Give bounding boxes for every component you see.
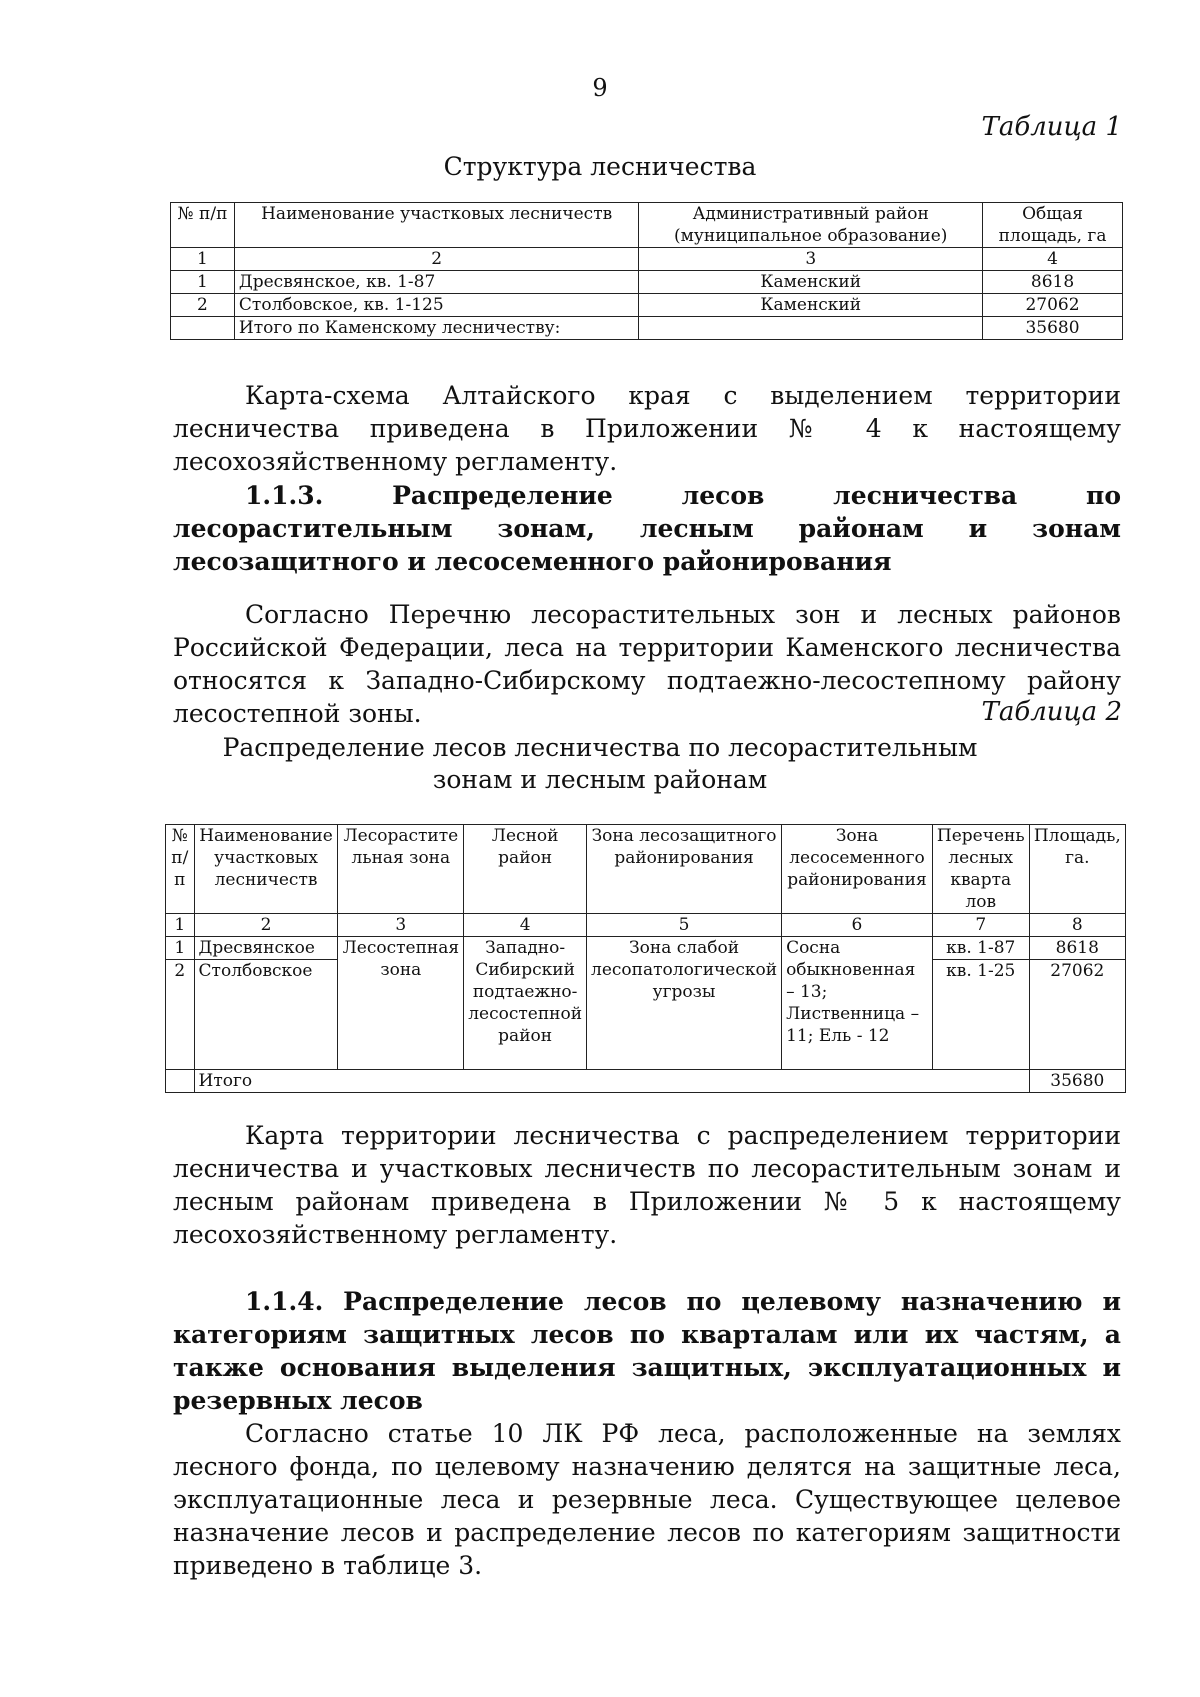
- table2-header-cell: Лесной район: [464, 825, 587, 914]
- table-cell: Дресвянское: [194, 937, 338, 960]
- table-cell: Столбовское, кв. 1-125: [234, 294, 638, 317]
- table2-col-number: 4: [464, 914, 587, 937]
- table2-header-row: [166, 825, 1126, 914]
- table2-col-number: 1: [166, 914, 195, 937]
- table1-caption: Таблица 1: [981, 112, 1122, 142]
- table2-header-cell: Зона лесосеменного районирования: [782, 825, 933, 914]
- table-cell: 27062: [983, 294, 1123, 317]
- table1-number-row: [171, 248, 1123, 271]
- table2-col-number: 8: [1029, 914, 1125, 937]
- table-cell: [171, 317, 235, 340]
- table2-title-line1: Распределение лесов лесничества по лесорастительным: [222, 733, 978, 762]
- table-cell: 2: [166, 960, 195, 1070]
- table-cell: 2: [171, 294, 235, 317]
- table-cell: Каменский: [639, 294, 983, 317]
- table-cell: 27062: [1029, 960, 1125, 1070]
- table2-title-line2: зонам и лесным районам: [432, 765, 768, 794]
- table1-title: Структура лесничества: [443, 152, 757, 181]
- table1-header-cell: Наименование участковых лесничеств: [234, 203, 638, 248]
- table-cell: 8618: [1029, 937, 1125, 960]
- table1-col-number: 2: [234, 248, 638, 271]
- table-cell: 1: [166, 937, 195, 960]
- table2-seed-zone-cell: Сосна обыкновенная – 13; Лиственница – 11; Ель - 12: [782, 937, 933, 1070]
- table-cell: 1: [171, 271, 235, 294]
- paragraph-1: Карта-схема Алтайского края с выделением территории лесничества приведена в Приложении № 4 к настоящему лесохозяйственному регламенту.: [173, 381, 1121, 476]
- table2-header-cell: Перечень лесных кварта лов: [932, 825, 1029, 914]
- table-row: [166, 937, 1126, 960]
- table1-header-cell: Административный район (муниципальное образование): [639, 203, 983, 248]
- table-cell: кв. 1-25: [932, 960, 1029, 1070]
- table1-total-value: 35680: [983, 317, 1123, 340]
- table1-header-cell: № п/п: [171, 203, 235, 248]
- table2-col-number: 7: [932, 914, 1029, 937]
- table2-header-cell: Наименование участковых лесничеств: [194, 825, 338, 914]
- table2-district-cell: Западно-Сибирский подтаежно-лесостепной район: [464, 937, 587, 1070]
- table2-col-number: 3: [338, 914, 464, 937]
- table2-total-row: [166, 1070, 1126, 1093]
- table1-header-cell: Общая площадь, га: [983, 203, 1123, 248]
- table2-header-cell: Площадь, га.: [1029, 825, 1125, 914]
- table2-header-cell: Зона лесозащитного районирования: [587, 825, 782, 914]
- paragraph-3: Карта территории лесничества с распределением территории лесничества и участковых лесничеств по лесорастительным зонам и лесным районам приведена в Приложении № 5 к настоящему лесохозяйственному регламенту.: [173, 1121, 1121, 1249]
- table2-col-number: 2: [194, 914, 338, 937]
- table-cell: [166, 1070, 195, 1093]
- table-cell: 8618: [983, 271, 1123, 294]
- table-cell: кв. 1-87: [932, 937, 1029, 960]
- table1-total-label: Итого по Каменскому лесничеству:: [234, 317, 638, 340]
- table1-col-number: 1: [171, 248, 235, 271]
- table1-total-row: [171, 317, 1123, 340]
- paragraph-4: Согласно статье 10 ЛК РФ леса, расположенные на землях лесного фонда, по целевому назначению делятся на защитные леса, эксплуатационные леса и резервные леса. Существующее целевое назначение лесов и распределение лесов по категориям защитности приведено в таблице 3.: [173, 1419, 1121, 1580]
- table2: [165, 824, 1126, 1093]
- table2-protection-zone-cell: Зона слабой лесопатологической угрозы: [587, 937, 782, 1070]
- table1-header-row: [171, 203, 1123, 248]
- table2-zone-cell: Лесостепная зона: [338, 937, 464, 1070]
- table1: [170, 202, 1123, 340]
- table2-col-number: 6: [782, 914, 933, 937]
- table2-header-cell: № п/п: [166, 825, 195, 914]
- table-cell: [639, 317, 983, 340]
- page-number: 9: [592, 74, 608, 102]
- table1-col-number: 3: [639, 248, 983, 271]
- table-cell: Каменский: [639, 271, 983, 294]
- section-heading-1-1-4: 1.1.4. Распределение лесов по целевому назначению и категориям защитных лесов по кварталам или их частям, а также основания выделения защитных, эксплуатационных и резервных лесов: [173, 1287, 1121, 1415]
- table2-total-label: Итого: [194, 1070, 1029, 1093]
- table1-col-number: 4: [983, 248, 1123, 271]
- table-row: [171, 294, 1123, 317]
- paragraph-2: Согласно Перечню лесорастительных зон и лесных районов Российской Федерации, леса на территории Каменского лесничества относятся к Западно-Сибирскому подтаежно-лесостепному району лесостепной зоны.: [173, 600, 1121, 728]
- table2-header-cell: Лесорастите льная зона: [338, 825, 464, 914]
- section-heading-1-1-3: 1.1.3. Распределение лесов лесничества по лесорастительным зонам, лесным районам и зонам лесозащитного и лесосеменного районирования: [173, 481, 1121, 576]
- table2-col-number: 5: [587, 914, 782, 937]
- table-row: [171, 271, 1123, 294]
- table2-number-row: [166, 914, 1126, 937]
- table2-caption: Таблица 2: [981, 697, 1122, 727]
- table-cell: Дресвянское, кв. 1-87: [234, 271, 638, 294]
- table2-total-value: 35680: [1029, 1070, 1125, 1093]
- table-cell: Столбовское: [194, 960, 338, 1070]
